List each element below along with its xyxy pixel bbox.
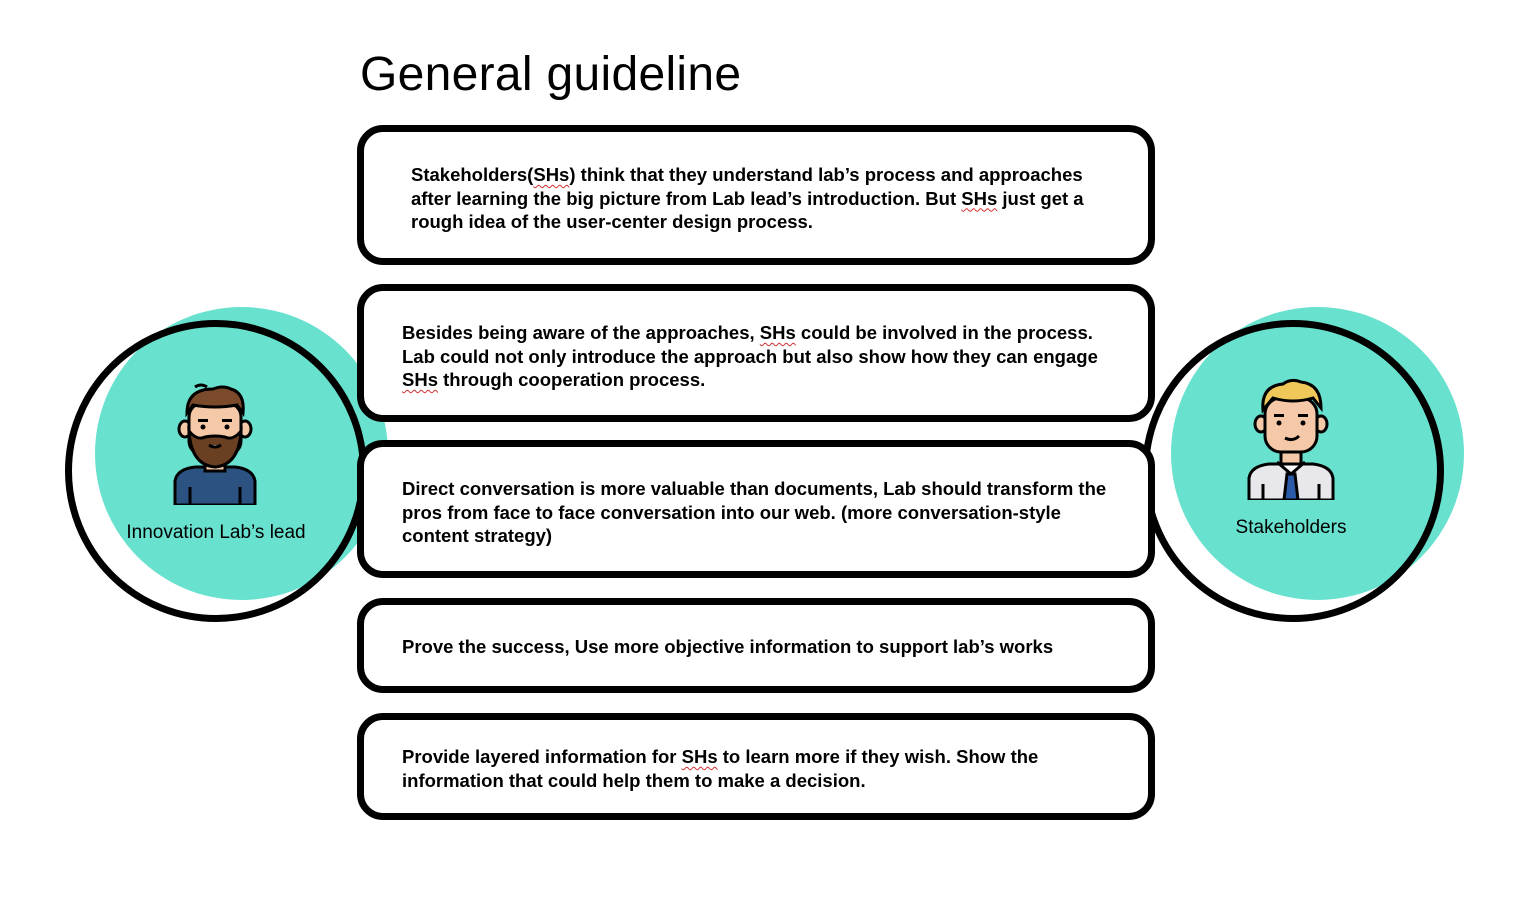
persona-stakeholders-label: Stakeholders: [1235, 517, 1347, 538]
guideline-card-4-text: [402, 635, 1118, 659]
guideline-card-5-text: [402, 745, 1118, 792]
abbreviation-shs: SHs: [759, 322, 796, 343]
card-text-segment: ) think that they understand lab’s process and approaches after learning the big picture from Lab lead’s introduction. But: [411, 164, 1083, 209]
guideline-card-3: [357, 440, 1155, 578]
card-text-segment: Provide layered information for: [402, 746, 682, 767]
card-text-segment: Prove the success, Use more objective information to support lab’s works: [402, 636, 1054, 657]
guideline-card-1-text: [411, 163, 1122, 234]
guideline-card-1: [357, 125, 1155, 265]
guideline-card-2-text: [402, 321, 1118, 392]
businessman-avatar-icon: [1243, 378, 1339, 500]
guideline-card-4: [357, 598, 1155, 693]
persona-lab-lead-label: Innovation Lab’s lead: [126, 522, 306, 543]
abbreviation-shs: SHs: [533, 164, 570, 185]
card-text-segment: just get a rough idea of the user-center design process.: [411, 187, 1084, 232]
abbreviation-shs: SHs: [402, 369, 438, 390]
card-text-segment: through cooperation process.: [438, 369, 706, 390]
guideline-card-5: [357, 713, 1155, 820]
abbreviation-shs: SHs: [681, 746, 718, 767]
abbreviation-shs: SHs: [961, 187, 998, 209]
guideline-card-2: [357, 284, 1155, 422]
card-text-segment: Stakeholders(: [411, 164, 534, 185]
bearded-man-avatar-icon: [165, 383, 265, 505]
card-text-segment: to learn more if they wish. Show the information that could help them to make a decision.: [402, 746, 1039, 791]
page-title: General guideline: [360, 48, 742, 101]
guideline-card-3-text: [402, 477, 1118, 548]
card-text-segment: Besides being aware of the approaches,: [402, 322, 760, 343]
card-text-segment: Direct conversation is more valuable than documents, Lab should transform the pros from face to face conversation into our web. (more conversation-style content strategy): [402, 478, 1107, 546]
card-text-segment: could be involved in the process. Lab could not only introduce the approach but also show how they can engage: [402, 322, 1098, 367]
